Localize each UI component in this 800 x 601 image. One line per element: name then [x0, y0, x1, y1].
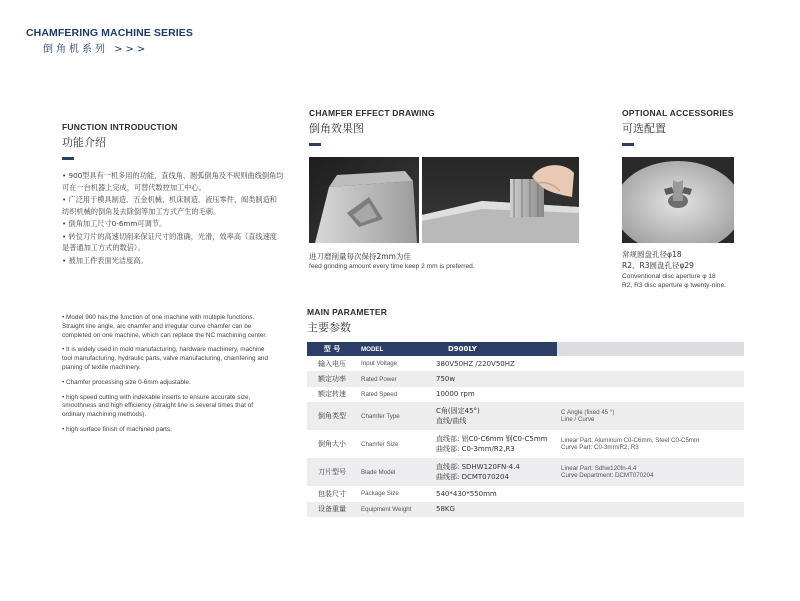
table-row: [307, 430, 744, 458]
accessories-accent-bar: [622, 143, 634, 146]
effect-accent-bar: [309, 143, 321, 146]
function-en-item: • high speed cutting with indexable inserts to ensure accurate size, smoothness and high efficiency (straight line is several times that of ordinary machining methods).: [62, 393, 253, 419]
param-value-en-line-1: C Angle (fixed 45 °): [561, 408, 615, 416]
series-title: CHAMFERING MACHINE SERIES: [26, 27, 194, 39]
function-accent-bar: [62, 157, 74, 160]
function-cn-item: • 广泛用于模具制造、五金机械、机床制造、液压零件、阀类制造和纺织机械的倒角及去除倒等加工方式产生的毛刺。: [62, 195, 277, 216]
parameter-table-header: [307, 342, 744, 356]
param-en: Chamfer Type: [357, 402, 432, 430]
table-row: [307, 402, 744, 430]
param-value-line-1: 直线部: SDHW120FN-4.4: [436, 463, 520, 472]
param-value-en: [557, 502, 744, 517]
param-value: 58KG: [432, 502, 557, 517]
function-title-cn: 功能介绍: [62, 136, 106, 149]
param-cn: 额定转速: [318, 390, 346, 399]
effect-title-cn: 倒角效果图: [309, 122, 364, 135]
param-value-line-2: 曲线部: C0-3mm/R2,R3: [436, 445, 515, 454]
function-cn-item: • 转位刀片的高速切削来保证尺寸的准确，光滑，效率高（直线速度是普通加工方式的数倍）。: [62, 231, 277, 252]
function-en-item: • Chamfer processing size 0-6mm adjustable.: [62, 378, 191, 386]
function-en-item: • Model 900 has the function of one machine with multiple functions. Straight line angle, arc chamfer and irregular curve chamfer can be completed on one machine, which can replace the NC machining center.: [62, 314, 267, 339]
table-row: [307, 458, 744, 486]
param-value-en: [557, 371, 744, 386]
table-row: [307, 502, 744, 517]
param-value: [432, 458, 557, 486]
param-value: [432, 430, 557, 458]
parameter-table: [307, 342, 744, 517]
param-en: Input Voltage: [361, 360, 398, 368]
param-value: 10000 rpm: [436, 390, 475, 399]
table-row: [307, 371, 744, 386]
param-en: Equipment Weight: [357, 502, 432, 517]
function-en-item: • high surface finish of machined parts.: [62, 425, 172, 433]
parameter-title-en: MAIN PARAMETER: [307, 307, 388, 317]
param-value-line-2: 直线/曲线: [436, 417, 467, 426]
accessories-caption-en-2: R2, R3 disc aperture φ twenty-nine.: [622, 282, 726, 289]
param-en: Chamfer Size: [361, 440, 399, 448]
function-en-list: [62, 314, 270, 441]
param-value-en-line-2: Curve Part: C0-3mm/R2, R3: [561, 444, 639, 452]
param-value: 380V50HZ /220V50HZ: [436, 359, 515, 368]
effect-title-en: CHAMFER EFFECT DRAWING: [309, 108, 435, 118]
param-value-en: [557, 430, 744, 458]
param-value-en: [557, 387, 744, 402]
effect-caption-cn: 进刀磨削量每次保持2mm为佳: [309, 252, 411, 261]
param-cn: 额定功率: [307, 371, 357, 386]
param-cn: 倒角大小: [318, 440, 346, 449]
table-row: [307, 387, 744, 402]
series-subtitle: 倒角机系列 >>>: [43, 44, 149, 55]
effect-caption-en: feed grinding amount every time keep 2 mm is preferred.: [309, 263, 475, 270]
function-cn-item: • 900型具有一机多用的功能，直线角、圆弧倒角及不规则曲线倒角均可在一台机器上完成，可替代数控加工中心。: [62, 171, 284, 192]
param-en: Rated Speed: [361, 390, 398, 398]
accessories-title-en: OPTIONAL ACCESSORIES: [622, 108, 734, 118]
param-value-en: [557, 402, 744, 430]
param-value: 540*430*550mm: [436, 489, 497, 498]
param-cn: 包装尺寸: [318, 489, 346, 498]
param-value-line-1: C角(固定45°): [436, 407, 480, 416]
param-value-en-line-1: Linear Part: Aluminum C0-C6mm, Steel C0-C5mm: [561, 436, 700, 444]
header-filler: [557, 342, 744, 356]
param-cn: 输入电压: [318, 359, 346, 368]
param-cn: 刀片型号: [307, 458, 357, 486]
param-value-en-line-1: Linear Part: Sdhw120fn-4.4: [561, 464, 637, 472]
parameter-title-cn: 主要参数: [307, 321, 351, 334]
table-row: [307, 486, 744, 501]
param-value: [432, 402, 557, 430]
grinding-photo: [422, 157, 579, 243]
param-value-en: [557, 486, 744, 501]
param-value-en-line-2: Line / Curve: [561, 416, 595, 424]
param-en: Rated Power: [357, 371, 432, 386]
param-value-line-2: 曲线部: DCMT070204: [436, 473, 509, 482]
param-cn: 设备重量: [307, 502, 357, 517]
accessories-caption-en-1: Conventional disc aperture φ 18: [622, 273, 716, 280]
param-en: Package Size: [361, 490, 399, 498]
param-value: 750w: [432, 371, 557, 386]
disc-photo: [622, 157, 734, 243]
function-cn-item: • 倒角加工尺寸0-6mm可调节。: [62, 219, 167, 228]
function-title-en: FUNCTION INTRODUCTION: [62, 122, 178, 132]
header-type-cn: 型 号: [307, 342, 357, 356]
param-value-en-line-2: Curve Department: DCMT070204: [561, 472, 654, 480]
param-en: Blade Model: [357, 458, 432, 486]
chamfer-photo-block: [309, 157, 419, 243]
function-cn-item: • 被加工件表面光洁度高。: [62, 255, 148, 265]
param-cn: 倒角类型: [307, 402, 357, 430]
function-en-item: • It is widely used in mold manufacturing, hardware machinery, machine tool manufacturing, hydraulic parts, valve manufacturing, chamfering and planing of textile machinery.: [62, 346, 269, 371]
header-model-en: MODEL: [357, 342, 432, 356]
accessories-title-cn: 可选配置: [622, 122, 666, 135]
accessories-caption-cn-1: 常规圆盘孔径φ18: [622, 250, 682, 259]
table-row: [307, 356, 744, 371]
param-value-en: [557, 356, 744, 371]
accessories-caption-cn-2: R2、R3圆盘孔径φ29: [622, 261, 694, 270]
param-value-line-1: 直线部: 铝C0-C6mm 钢C0-C5mm: [436, 435, 548, 444]
param-value-en: [557, 458, 744, 486]
function-cn-list: [62, 170, 284, 267]
header-model-value: D900LY: [432, 342, 557, 356]
